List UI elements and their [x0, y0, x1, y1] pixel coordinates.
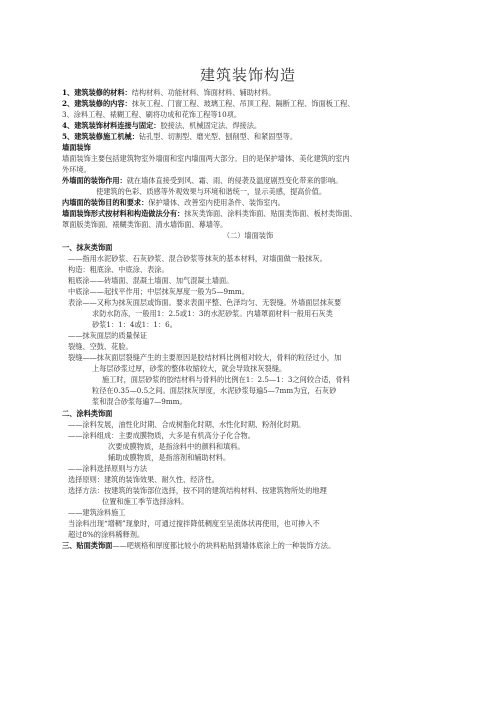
line-text: 施工时，面层砂浆的胶结材料与骨料的比例在1：2.5—1：3之间较合适，骨料	[102, 375, 350, 384]
text-line	[62, 209, 452, 218]
text-line	[62, 254, 458, 263]
text-line	[62, 198, 452, 207]
text-line	[62, 287, 458, 296]
text-line	[62, 353, 458, 362]
text-line	[62, 364, 482, 373]
bold-heading: 内墙面的装饰目的和要求：	[62, 198, 149, 207]
line-text: 表涂——又称为抹灰面层或饰面。要求表面平整、色泽均匀、无裂缝。外墙面层抹灰要	[68, 298, 342, 307]
text-line	[62, 431, 458, 440]
text-line	[62, 331, 458, 340]
bold-heading: 2、建筑装修的内容：	[62, 99, 132, 108]
bold-heading: 墙面装饰	[62, 143, 91, 152]
text-line	[62, 386, 482, 395]
line-text: 粒径在0.35—0.5之间。面层抹灰厚度，水泥砂浆每遍5—7mm为宜，石灰砂	[92, 386, 337, 395]
text-line	[62, 243, 452, 252]
text-line	[62, 519, 458, 528]
line-text: 3、涂料工程、裱糊工程、刷将功成和花饰工程等10项。	[62, 110, 242, 119]
line-text: 超过8%的涂料稀释剂。	[68, 530, 145, 539]
line-text: 次要成膜物质，是指涂料中的颜料和填料。	[108, 442, 245, 451]
text-line	[62, 486, 458, 495]
line-text: 钻孔型、切割型、磨光型、刨削型、和紧固型等。	[138, 132, 298, 141]
line-text: ——建筑涂料施工	[68, 508, 126, 517]
line-text: 裂缝、空鼓、花脸。	[68, 342, 133, 351]
text-line	[62, 132, 452, 141]
line-text: ——指用水泥砂浆、石灰砂浆、混合砂浆等抹灰的基本材料，对墙面做一般抹灰。	[68, 254, 327, 263]
line-text: ——涂料选择原则与方法	[68, 464, 148, 473]
text-line	[62, 375, 492, 384]
text-line	[62, 420, 458, 429]
text-line	[62, 397, 482, 406]
text-line	[62, 298, 458, 307]
text-line	[62, 409, 452, 418]
text-line	[62, 276, 458, 285]
text-line	[62, 342, 458, 351]
bold-heading: 4、建筑装饰材料连接与固定：	[62, 121, 161, 130]
line-text: 辅助成膜物质，是指溶剂和辅助材料。	[108, 453, 231, 462]
text-line	[62, 265, 458, 274]
text-line	[0, 231, 496, 240]
text-line	[62, 165, 452, 174]
text-line	[62, 508, 458, 517]
line-text: 裂缝——抹灰面层裂缝产生的主要原因是胶结材料比例相对较大，骨料的粒径过小，加	[68, 353, 342, 362]
line-text: （二）墙面装饰	[222, 231, 274, 240]
text-line	[62, 220, 452, 229]
line-text: 胶接法、机械固定法、焊接法。	[160, 121, 262, 130]
line-text: ——抹灰面层的质量保证	[68, 331, 148, 340]
text-line	[62, 530, 458, 539]
text-line	[62, 154, 452, 163]
bold-heading: 1、建筑装修的材料：	[62, 88, 132, 97]
text-line	[62, 110, 452, 119]
line-text: 求防水防冻，一般用1：2.5或1：3的水泥砂浆。内墙罩面材料一般用石灰类	[92, 309, 333, 318]
text-line	[62, 187, 486, 196]
text-line	[62, 88, 452, 97]
line-text: 浆和混合砂浆每遍7—9mm。	[92, 397, 187, 406]
text-line	[62, 541, 452, 550]
line-text: 罩面版类饰面、裱糊类饰面、清水墙饰面、幕墙等。	[62, 220, 228, 229]
line-text: 使建筑的色彩、质感等外观效果与环境和谐统一，显示美感，提高价值。	[96, 187, 327, 196]
bold-heading: 一、抹灰类饰面	[62, 243, 113, 252]
line-text: 就在墙体直接受到风、霜、雨、的侵袭及温度剧烈变化带来的影响。	[126, 176, 343, 185]
text-line	[62, 464, 458, 473]
line-text: 保护墙体、改善室内使用条件、装饰室内。	[148, 198, 285, 207]
text-line	[62, 320, 482, 329]
line-text: ——涂料组成：主要成膜物质，大多是有机高分子化合物。	[68, 431, 255, 440]
line-text: ——吧规格和厚度都比较小的块料粘贴到墙体底涂上的一种装饰方法。	[112, 541, 336, 550]
line-text: 中底涂——起找平作用；中层抹灰厚度一般为5—9mm。	[68, 287, 249, 296]
bold-heading: 墙面装饰形式按材料和构造做法分有：	[62, 209, 185, 218]
text-line	[62, 497, 492, 506]
line-text: 构造：粗底涂、中底涂、表涂。	[68, 265, 169, 274]
line-text: 选择原则：建筑的装饰效果、耐久性、经济性。	[68, 475, 219, 484]
bold-heading: 5、建筑装修施工机械：	[62, 132, 139, 141]
line-text: 砂浆1：1：4或1：1：6。	[92, 320, 177, 329]
text-line	[62, 99, 452, 108]
line-text: ——涂料发展，油性化时期、合成树脂化时期、水性化时期、粉剂化时期。	[68, 420, 306, 429]
text-line	[62, 176, 452, 185]
bold-heading: 外墙面的装饰作用：	[62, 176, 127, 185]
line-text: 当涂料出现“增稠”现象时，可通过搅拌降低稠度至呈流体状再使用，也可掺入不	[68, 519, 320, 528]
line-text: 选择方法：按建筑的装饰部位选择，按不同的建筑结构材料、按建筑物所处的地理	[68, 486, 327, 495]
text-line	[62, 143, 452, 152]
line-text: 抹灰工程、门窗工程、玻璃工程、吊顶工程、隔断工程、饰面板工程、	[131, 99, 355, 108]
text-line	[62, 453, 496, 462]
text-line	[62, 121, 452, 130]
line-text: 上每层砂浆过厚，砂浆的整体收缩较大，就会导致抹灰裂缝。	[92, 364, 287, 373]
line-text: 墙面装饰主要包括建筑物室外墙面和室内墙面两大部分。目的是保护墙体、美化建筑的室内	[62, 154, 350, 163]
line-text: 粗底涂——砖墙面、混凝土墙面、加气混凝土墙面。	[68, 276, 234, 285]
bold-heading: 二、涂料类饰面	[62, 409, 113, 418]
line-text: 外环境。	[62, 165, 91, 174]
text-line	[62, 309, 482, 318]
text-line	[62, 442, 496, 451]
document-title: 建筑装饰构造	[199, 66, 296, 84]
bold-heading: 三、贴面类饰面	[62, 541, 113, 550]
line-text: 位置和施工季节选择涂料。	[102, 497, 189, 506]
text-line	[62, 475, 458, 484]
line-text: 结构材料、功能材料、饰面材料、辅助材料。	[131, 88, 276, 97]
line-text: 抹灰类饰面、涂料类饰面、贴面类饰面、板材类饰面、	[184, 209, 357, 218]
